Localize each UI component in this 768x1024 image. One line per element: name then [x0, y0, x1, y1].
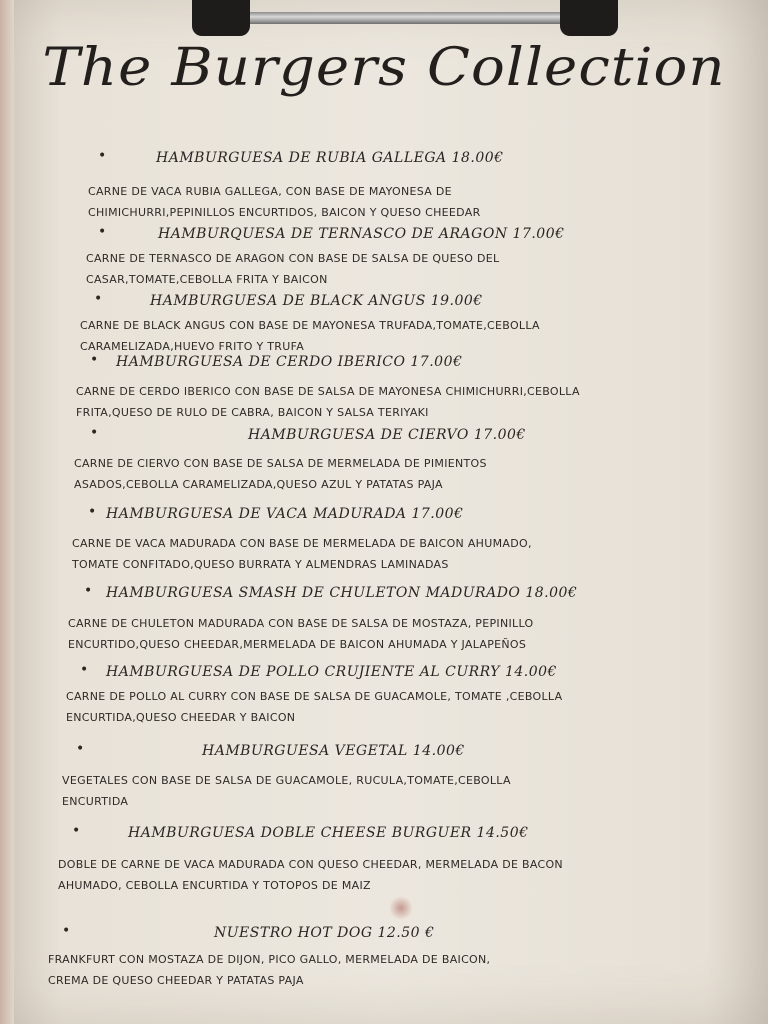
bullet-icon: •	[80, 662, 89, 678]
description-line: CARNE DE CERDO IBERICO CON BASE DE SALSA DE MAYONESA CHIMICHURRI,CEBOLLA	[76, 385, 580, 398]
menu-item-name: HAMBURGUESA VEGETAL 14.00€	[202, 743, 465, 759]
menu-item-description	[62, 770, 511, 812]
description-line: TOMATE CONFITADO,QUESO BURRATA Y ALMENDRAS LAMINADAS	[72, 558, 449, 571]
description-line: CREMA DE QUESO CHEEDAR Y PATATAS PAJA	[48, 974, 304, 987]
bullet-icon: •	[88, 504, 97, 520]
stain-mark	[390, 895, 412, 921]
bullet-icon: •	[90, 425, 99, 441]
menu-item-description	[74, 453, 487, 495]
menu-item-name: HAMBURGUESA DOBLE CHEESE BURGUER 14.50€	[128, 825, 529, 841]
menu-item-name: HAMBURGUESA DE CERDO IBERICO 17.00€	[116, 354, 463, 370]
menu-item-description	[48, 949, 490, 991]
bullet-icon: •	[76, 741, 85, 757]
description-line: ASADOS,CEBOLLA CARAMELIZADA,QUESO AZUL Y PATATAS PAJA	[74, 478, 443, 491]
menu-item-description	[76, 381, 580, 423]
menu-item-name: HAMBURGUESA DE CIERVO 17.00€	[248, 427, 526, 443]
bullet-icon: •	[72, 823, 81, 839]
menu-item-description	[72, 533, 532, 575]
bullet-icon: •	[98, 224, 107, 240]
menu-item-description	[80, 315, 540, 357]
menu-item-description	[88, 181, 481, 223]
description-line: FRANKFURT CON MOSTAZA DE DIJON, PICO GALLO, MERMELADA DE BAICON,	[48, 953, 491, 966]
description-line: ENCURTIDA,QUESO CHEEDAR Y BAICON	[66, 711, 296, 724]
menu-item-name: HAMBURQUESA DE TERNASCO DE ARAGON 17.00€	[158, 226, 565, 242]
paper-edge	[0, 0, 14, 1024]
description-line: CARNE DE CIERVO CON BASE DE SALSA DE MERMELADA DE PIMIENTOS	[74, 457, 487, 470]
menu-item-name: HAMBURGUESA SMASH DE CHULETON MADURADO 18.00€	[106, 585, 578, 601]
clip-bar	[232, 12, 578, 24]
menu-item-description	[66, 686, 562, 728]
clip-end-left	[192, 0, 250, 36]
menu-title: The Burgers Collection	[42, 38, 726, 98]
menu-item-name: HAMBURGUESA DE POLLO CRUJIENTE AL CURRY 14.00€	[106, 664, 557, 680]
description-line: AHUMADO, CEBOLLA ENCURTIDA Y TOTOPOS DE MAIZ	[58, 879, 371, 892]
bullet-icon: •	[90, 352, 99, 368]
clip-end-right	[560, 0, 618, 36]
menu-item-name: NUESTRO HOT DOG 12.50 €	[214, 925, 435, 941]
description-line: CARNE DE VACA RUBIA GALLEGA, CON BASE DE MAYONESA DE	[88, 185, 452, 198]
description-line: ENCURTIDO,QUESO CHEEDAR,MERMELADA DE BAICON AHUMADA Y JALAPEÑOS	[68, 638, 527, 651]
bullet-icon: •	[98, 148, 107, 164]
description-line: VEGETALES CON BASE DE SALSA DE GUACAMOLE, RUCULA,TOMATE,CEBOLLA	[62, 774, 511, 787]
clipboard-clip	[192, 0, 618, 40]
description-line: ENCURTIDA	[62, 795, 129, 808]
description-line: CARAMELIZADA,HUEVO FRITO Y TRUFA	[80, 340, 305, 353]
menu-item-description	[58, 854, 563, 896]
description-line: CARNE DE TERNASCO DE ARAGON CON BASE DE SALSA DE QUESO DEL	[86, 252, 500, 265]
description-line: FRITA,QUESO DE RULO DE CABRA, BAICON Y SALSA TERIYAKI	[76, 406, 429, 419]
menu-item-description	[68, 613, 533, 655]
description-line: CARNE DE BLACK ANGUS CON BASE DE MAYONESA TRUFADA,TOMATE,CEBOLLA	[80, 319, 540, 332]
description-line: CARNE DE CHULETON MADURADA CON BASE DE SALSA DE MOSTAZA, PEPINILLO	[68, 617, 534, 630]
description-line: CHIMICHURRI,PEPINILLOS ENCURTIDOS, BAICON Y QUESO CHEEDAR	[88, 206, 481, 219]
description-line: CARNE DE POLLO AL CURRY CON BASE DE SALSA DE GUACAMOLE, TOMATE ,CEBOLLA	[66, 690, 563, 703]
bullet-icon: •	[84, 583, 93, 599]
description-line: CARNE DE VACA MADURADA CON BASE DE MERMELADA DE BAICON AHUMADO,	[72, 537, 532, 550]
description-line: DOBLE DE CARNE DE VACA MADURADA CON QUESO CHEEDAR, MERMELADA DE BACON	[58, 858, 563, 871]
menu-item-description	[86, 248, 499, 290]
bullet-icon: •	[94, 291, 103, 307]
bullet-icon: •	[62, 923, 71, 939]
menu-item-name: HAMBURGUESA DE VACA MADURADA 17.00€	[106, 506, 464, 522]
description-line: CASAR,TOMATE,CEBOLLA FRITA Y BAICON	[86, 273, 328, 286]
menu-item-name: HAMBURGUESA DE RUBIA GALLEGA 18.00€	[156, 150, 504, 166]
menu-item-name: HAMBURGUESA DE BLACK ANGUS 19.00€	[150, 293, 483, 309]
